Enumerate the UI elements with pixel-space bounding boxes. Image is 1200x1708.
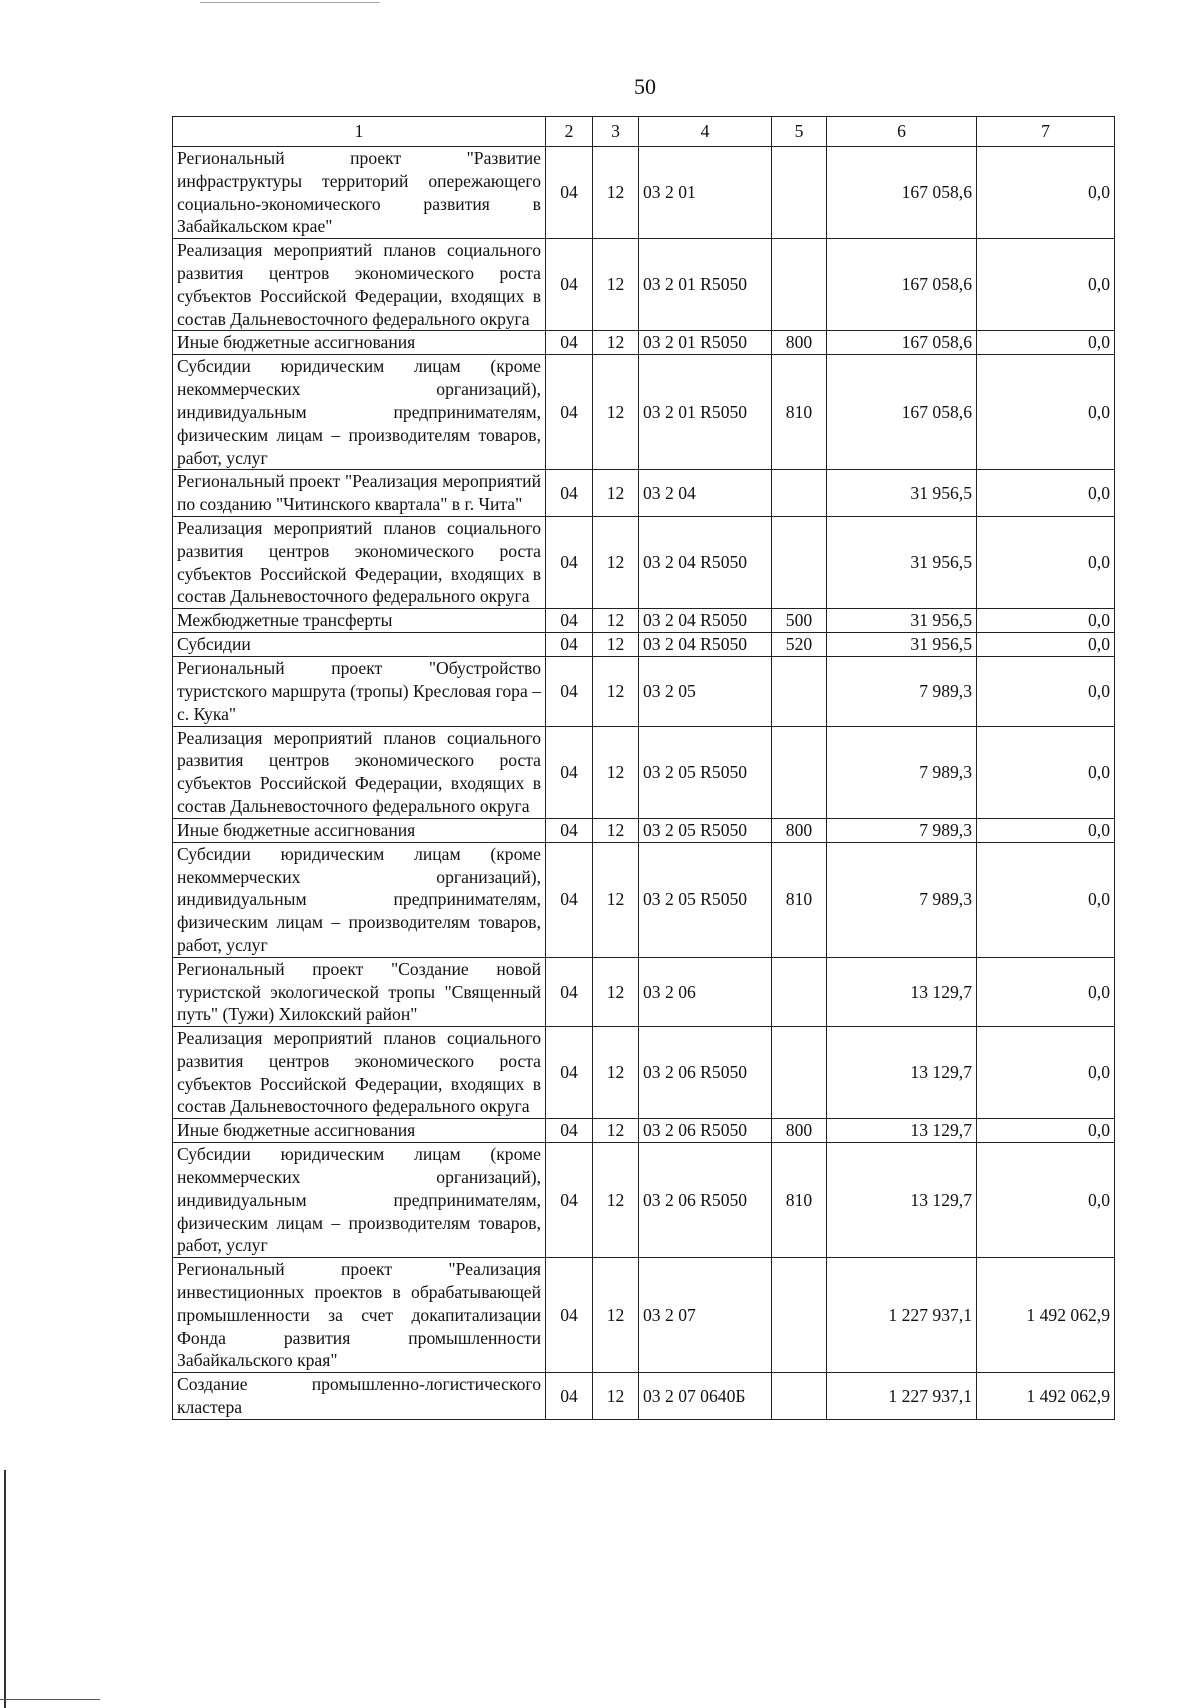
amount-cell: 31 956,5	[827, 633, 977, 657]
expense-type-cell	[772, 470, 827, 517]
expense-type-cell	[772, 1373, 827, 1420]
table-row	[173, 516, 1115, 608]
name-cell: Субсидии юридическим лицам (кроме некоммерческих организаций), индивидуальным предпринимателям, физическим лицам – производителям товаров, работ, услуг	[173, 355, 546, 470]
amount-cell: 167 058,6	[827, 355, 977, 470]
expense-type-cell: 800	[772, 818, 827, 842]
amount-cell: 13 129,7	[827, 1143, 977, 1258]
expense-type-cell	[772, 1258, 827, 1373]
subsection-cell: 12	[593, 609, 639, 633]
amount-cell: 1 227 937,1	[827, 1373, 977, 1420]
expense-type-cell	[772, 516, 827, 608]
table-row	[173, 957, 1115, 1026]
target-code-cell: 03 2 05	[639, 657, 772, 726]
target-code-cell: 03 2 04 R5050	[639, 516, 772, 608]
target-code-cell: 03 2 04	[639, 470, 772, 517]
target-code-cell: 03 2 05 R5050	[639, 818, 772, 842]
scan-margin-line	[0, 1699, 100, 1700]
amount-next-cell: 0,0	[977, 1119, 1115, 1143]
section-cell: 04	[546, 147, 593, 239]
target-code-cell: 03 2 01 R5050	[639, 355, 772, 470]
table-row	[173, 657, 1115, 726]
expense-type-cell: 810	[772, 355, 827, 470]
expense-type-cell: 810	[772, 1143, 827, 1258]
subsection-cell: 12	[593, 470, 639, 517]
subsection-cell: 12	[593, 633, 639, 657]
table-row	[173, 842, 1115, 957]
subsection-cell: 12	[593, 1119, 639, 1143]
expense-type-cell	[772, 957, 827, 1026]
subsection-cell: 12	[593, 516, 639, 608]
target-code-cell: 03 2 04 R5050	[639, 609, 772, 633]
amount-cell: 13 129,7	[827, 957, 977, 1026]
target-code-cell: 03 2 01 R5050	[639, 331, 772, 355]
section-cell: 04	[546, 1119, 593, 1143]
amount-next-cell: 0,0	[977, 657, 1115, 726]
expense-type-cell	[772, 726, 827, 818]
section-cell: 04	[546, 470, 593, 517]
target-code-cell: 03 2 07	[639, 1258, 772, 1373]
subsection-cell: 12	[593, 147, 639, 239]
table-row	[173, 239, 1115, 331]
name-cell: Иные бюджетные ассигнования	[173, 818, 546, 842]
table-row	[173, 355, 1115, 470]
amount-next-cell: 0,0	[977, 726, 1115, 818]
amount-next-cell: 0,0	[977, 609, 1115, 633]
name-cell: Реализация мероприятий планов социального развития центров экономического роста субъектов Российской Федерации, входящих в состав Дальневосточного федерального округа	[173, 1027, 546, 1119]
header-cell: 3	[593, 117, 639, 147]
amount-cell: 167 058,6	[827, 331, 977, 355]
amount-cell: 31 956,5	[827, 516, 977, 608]
table-row	[173, 633, 1115, 657]
subsection-cell: 12	[593, 331, 639, 355]
section-cell: 04	[546, 1258, 593, 1373]
name-cell: Создание промышленно-логистического кластера	[173, 1373, 546, 1420]
section-cell: 04	[546, 355, 593, 470]
expense-type-cell: 800	[772, 331, 827, 355]
table-row	[173, 726, 1115, 818]
amount-next-cell: 1 492 062,9	[977, 1258, 1115, 1373]
section-cell: 04	[546, 331, 593, 355]
header-cell: 2	[546, 117, 593, 147]
expense-type-cell: 500	[772, 609, 827, 633]
table-row	[173, 331, 1115, 355]
subsection-cell: 12	[593, 1027, 639, 1119]
target-code-cell: 03 2 07 0640Б	[639, 1373, 772, 1420]
table-row	[173, 1119, 1115, 1143]
section-cell: 04	[546, 1143, 593, 1258]
table-row	[173, 1143, 1115, 1258]
name-cell: Региональный проект "Реализация мероприятий по созданию "Читинского квартала" в г. Чита"	[173, 470, 546, 517]
amount-next-cell: 0,0	[977, 239, 1115, 331]
amount-next-cell: 0,0	[977, 331, 1115, 355]
amount-cell: 167 058,6	[827, 147, 977, 239]
amount-cell: 7 989,3	[827, 657, 977, 726]
section-cell: 04	[546, 1027, 593, 1119]
target-code-cell: 03 2 06 R5050	[639, 1027, 772, 1119]
subsection-cell: 12	[593, 957, 639, 1026]
expense-type-cell	[772, 147, 827, 239]
section-cell: 04	[546, 957, 593, 1026]
budget-table	[172, 116, 1115, 1420]
name-cell: Субсидии юридическим лицам (кроме некоммерческих организаций), индивидуальным предпринимателям, физическим лицам – производителям товаров, работ, услуг	[173, 1143, 546, 1258]
amount-next-cell: 0,0	[977, 818, 1115, 842]
page-number: 50	[634, 74, 656, 99]
subsection-cell: 12	[593, 355, 639, 470]
expense-type-cell	[772, 239, 827, 331]
section-cell: 04	[546, 239, 593, 331]
amount-next-cell: 0,0	[977, 470, 1115, 517]
amount-cell: 7 989,3	[827, 818, 977, 842]
amount-cell: 13 129,7	[827, 1119, 977, 1143]
section-cell: 04	[546, 842, 593, 957]
name-cell: Реализация мероприятий планов социального развития центров экономического роста субъектов Российской Федерации, входящих в состав Дальневосточного федерального округа	[173, 239, 546, 331]
amount-next-cell: 0,0	[977, 1027, 1115, 1119]
section-cell: 04	[546, 609, 593, 633]
header-cell: 4	[639, 117, 772, 147]
target-code-cell: 03 2 01	[639, 147, 772, 239]
name-cell: Реализация мероприятий планов социального развития центров экономического роста субъектов Российской Федерации, входящих в состав Дальневосточного федерального округа	[173, 726, 546, 818]
target-code-cell: 03 2 06	[639, 957, 772, 1026]
header-cell: 5	[772, 117, 827, 147]
amount-cell: 7 989,3	[827, 726, 977, 818]
subsection-cell: 12	[593, 657, 639, 726]
table-row	[173, 147, 1115, 239]
section-cell: 04	[546, 1373, 593, 1420]
amount-cell: 7 989,3	[827, 842, 977, 957]
table-body	[173, 147, 1115, 1420]
header-cell: 7	[977, 117, 1115, 147]
table-row	[173, 1027, 1115, 1119]
amount-cell: 13 129,7	[827, 1027, 977, 1119]
name-cell: Региональный проект "Создание новой туристской экологической тропы "Священный путь" (Тужи) Хилокский район"	[173, 957, 546, 1026]
scan-edge-line	[200, 2, 380, 3]
name-cell: Региональный проект "Развитие инфраструктуры территорий опережающего социально-экономического развития в Забайкальском крае"	[173, 147, 546, 239]
subsection-cell: 12	[593, 1258, 639, 1373]
scan-margin-line	[4, 1470, 6, 1708]
target-code-cell: 03 2 06 R5050	[639, 1119, 772, 1143]
name-cell: Межбюджетные трансферты	[173, 609, 546, 633]
subsection-cell: 12	[593, 726, 639, 818]
amount-next-cell: 0,0	[977, 842, 1115, 957]
amount-next-cell: 0,0	[977, 633, 1115, 657]
name-cell: Региональный проект "Реализация инвестиционных проектов в обрабатывающей промышленности за счет докапитализации Фонда развития промышленности Забайкальского края"	[173, 1258, 546, 1373]
section-cell: 04	[546, 633, 593, 657]
table-row	[173, 470, 1115, 517]
amount-next-cell: 0,0	[977, 355, 1115, 470]
target-code-cell: 03 2 01 R5050	[639, 239, 772, 331]
amount-next-cell: 1 492 062,9	[977, 1373, 1115, 1420]
expense-type-cell: 810	[772, 842, 827, 957]
amount-cell: 1 227 937,1	[827, 1258, 977, 1373]
name-cell: Субсидии юридическим лицам (кроме некоммерческих организаций), индивидуальным предпринимателям, физическим лицам – производителям товаров, работ, услуг	[173, 842, 546, 957]
subsection-cell: 12	[593, 842, 639, 957]
target-code-cell: 03 2 04 R5050	[639, 633, 772, 657]
subsection-cell: 12	[593, 1373, 639, 1420]
table-row	[173, 818, 1115, 842]
amount-cell: 31 956,5	[827, 609, 977, 633]
name-cell: Субсидии	[173, 633, 546, 657]
section-cell: 04	[546, 818, 593, 842]
name-cell: Реализация мероприятий планов социального развития центров экономического роста субъектов Российской Федерации, входящих в состав Дальневосточного федерального округа	[173, 516, 546, 608]
name-cell: Иные бюджетные ассигнования	[173, 331, 546, 355]
subsection-cell: 12	[593, 1143, 639, 1258]
header-cell: 6	[827, 117, 977, 147]
target-code-cell: 03 2 05 R5050	[639, 842, 772, 957]
section-cell: 04	[546, 516, 593, 608]
subsection-cell: 12	[593, 239, 639, 331]
expense-type-cell	[772, 1027, 827, 1119]
header-cell: 1	[173, 117, 546, 147]
expense-type-cell: 800	[772, 1119, 827, 1143]
section-cell: 04	[546, 726, 593, 818]
amount-cell: 31 956,5	[827, 470, 977, 517]
target-code-cell: 03 2 05 R5050	[639, 726, 772, 818]
amount-next-cell: 0,0	[977, 147, 1115, 239]
amount-next-cell: 0,0	[977, 516, 1115, 608]
table-row	[173, 1258, 1115, 1373]
subsection-cell: 12	[593, 818, 639, 842]
amount-next-cell: 0,0	[977, 1143, 1115, 1258]
name-cell: Региональный проект "Обустройство туристского маршрута (тропы) Кресловая гора – с. Кука"	[173, 657, 546, 726]
table-header-row	[173, 117, 1115, 147]
table-row	[173, 1373, 1115, 1420]
expense-type-cell: 520	[772, 633, 827, 657]
section-cell: 04	[546, 657, 593, 726]
amount-cell: 167 058,6	[827, 239, 977, 331]
name-cell: Иные бюджетные ассигнования	[173, 1119, 546, 1143]
expense-type-cell	[772, 657, 827, 726]
amount-next-cell: 0,0	[977, 957, 1115, 1026]
table-row	[173, 609, 1115, 633]
target-code-cell: 03 2 06 R5050	[639, 1143, 772, 1258]
